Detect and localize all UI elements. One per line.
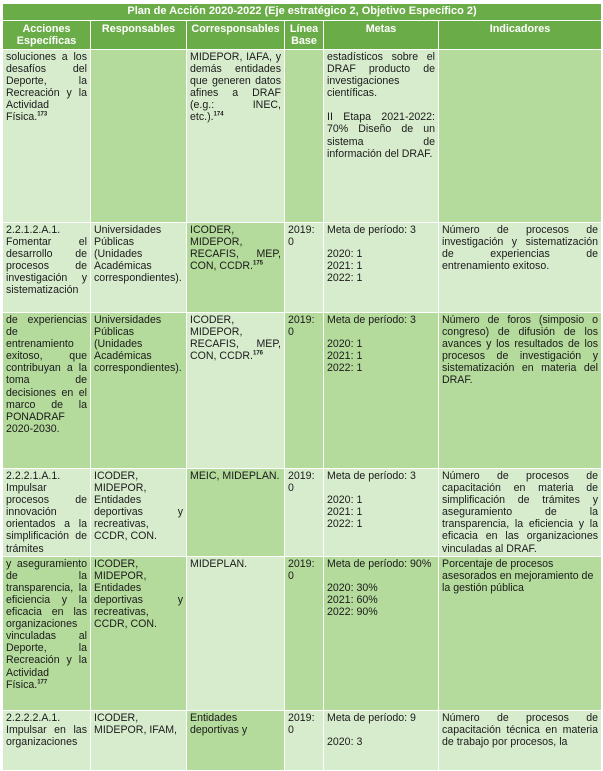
cell-responsables: Universidades Públicas (Unidades Académicas correspondientes).: [91, 223, 187, 313]
cell-metas: [324, 469, 439, 557]
header-linea-base: Línea Base: [285, 21, 324, 50]
cell-linea-base: 2019: 0: [285, 469, 324, 557]
cell-metas: [324, 313, 439, 469]
cell-linea-base: [285, 50, 324, 223]
metas-top: estadísticos sobre el DRAF producto de investigaciones científicas.: [327, 51, 435, 100]
metas-year: 2021: 1: [327, 260, 363, 273]
table-row: [3, 556, 602, 710]
cell-indicadores: [439, 50, 602, 223]
title-row: [3, 4, 602, 21]
cell-corresponsables: [187, 223, 285, 313]
metas-year: 2020: 30%: [327, 581, 378, 594]
cell-accion: [3, 556, 91, 710]
cell-responsables: [91, 50, 187, 223]
table-row: [3, 223, 602, 313]
cell-accion: 2.2.2.2.A.1. Impulsar en las organizaciones: [3, 710, 91, 770]
metas-year: 2022: 1: [327, 362, 363, 375]
indicadores-text: Número de foros (simposio o congreso) de difusión de los avances y los resultados de los procesos de investigación y sistematización en materia del DRAF.: [442, 314, 599, 387]
cell-responsables: Universidades Públicas (Unidades Académicas correspondientes).: [91, 313, 187, 469]
indicadores-text: Número de procesos de capacitación en materia de simplificación de trámites y aseguramiento de la transparencia, la eficiencia y la eficacia en las organizaciones vinculadas al DRAF.: [442, 470, 599, 555]
metas-bottom: II Etapa 2021-2022: 70% Diseño de un sistema de información del DRAF.: [327, 111, 435, 160]
indicadores-text: Número de procesos de capacitación técnica en materia de trabajo por procesos, la: [442, 711, 599, 748]
table-row: [3, 710, 602, 770]
cell-indicadores: [439, 313, 602, 469]
action-plan-page: [2, 3, 601, 771]
table-row: [3, 50, 602, 223]
cell-indicadores: [439, 469, 602, 557]
cell-indicadores: [439, 710, 602, 770]
cell-accion: 2.2.1.2.A.1. Fomentar el desarrollo de procesos de investigación y sistematización: [3, 223, 91, 313]
cell-linea-base: 2019: 0: [285, 223, 324, 313]
metas-year: 2021: 60%: [327, 593, 378, 606]
cell-linea-base: 2019: 0: [285, 556, 324, 710]
metas-head: Meta de período: 3: [327, 224, 416, 236]
corresponsables-text: MIDEPOR, IAFA, y demás entidades que generen datos afines a DRAF (e.g.: INEC, etc.).: [190, 51, 281, 124]
cell-accion: [3, 50, 91, 223]
header-corresponsables: Corresponsables: [187, 21, 285, 50]
header-metas: Metas: [324, 21, 439, 50]
accion-text: y aseguramiento de la transparencia, la eficiencia y la eficacia en las organizaciones vinculadas al Deporte, la Recreación y la Actividad Física.: [6, 557, 87, 691]
cell-corresponsables: [187, 50, 285, 223]
metas-year: 2020: 1: [327, 494, 363, 507]
metas-head: Meta de período: 3: [327, 470, 416, 482]
cell-linea-base: 2019: 0: [285, 313, 324, 469]
action-plan-table: [2, 3, 602, 771]
cell-linea-base: 2019: 0: [285, 710, 324, 770]
corresponsables-text: ICODER, MIDEPOR, RECAFIS, MEP, CON, CCDR.: [190, 224, 281, 273]
footnote-ref: 177: [37, 679, 48, 686]
accion-text: soluciones a los desafíos del Deporte, la Recreación y la Actividad Física.: [6, 51, 87, 124]
metas-year: 2021: 1: [327, 350, 363, 363]
cell-corresponsables: MEIC, MIDEPLAN.: [187, 469, 285, 557]
footnote-ref: 176: [252, 350, 263, 357]
metas-head: Meta de período: 90%: [327, 557, 432, 570]
cell-metas: [324, 223, 439, 313]
cell-metas: [324, 710, 439, 770]
table-row: [3, 469, 602, 557]
cell-responsables: ICODER, MIDEPOR, IFAM,: [91, 710, 187, 770]
header-row: [3, 21, 602, 50]
metas-year: 2020: 1: [327, 338, 363, 351]
table-row: [3, 313, 602, 469]
cell-indicadores: Porcentaje de procesos asesorados en mejoramiento de la gestión pública: [439, 556, 602, 710]
header-acciones: Acciones Específicas: [3, 21, 91, 50]
corresponsables-text: ICODER, MIDEPOR, RECAFIS, MEP, CON, CCDR.: [190, 314, 281, 363]
footnote-ref: 175: [252, 260, 263, 267]
cell-corresponsables: [187, 313, 285, 469]
metas-year: 2022: 90%: [327, 605, 378, 618]
table-title: Plan de Acción 2020-2022 (Eje estratégico 2, Objetivo Específico 2): [3, 4, 602, 21]
metas-year: 2020: 3: [327, 735, 363, 748]
cell-indicadores: [439, 223, 602, 313]
metas-head: Meta de período: 3: [327, 314, 416, 326]
indicadores-text: Número de procesos de investigación y sistematización de experiencias de entrenamiento exitoso.: [442, 224, 599, 273]
metas-year: 2020: 1: [327, 248, 363, 261]
cell-accion: 2.2.2.1.A.1. Impulsar procesos de innovación orientados a la simplificación de trámites: [3, 469, 91, 557]
metas-year: 2021: 1: [327, 506, 363, 519]
cell-accion: de experiencias de entrenamiento exitoso, que contribuyan a la toma de decisiones en el marco de la PONADRAF 2020-2030.: [3, 313, 91, 469]
footnote-ref: 173: [37, 111, 48, 118]
cell-responsables: ICODER, MIDEPOR, Entidades deportivas y recreativas, CCDR, CON.: [91, 469, 187, 557]
cell-metas: [324, 50, 439, 223]
metas-year: 2022: 1: [327, 518, 363, 531]
header-indicadores: Indicadores: [439, 21, 602, 50]
metas-head: Meta de período: 9: [327, 711, 416, 724]
metas-year: 2022: 1: [327, 272, 363, 285]
cell-corresponsables: MIDEPLAN.: [187, 556, 285, 710]
footnote-ref: 174: [213, 111, 224, 118]
header-responsables: Responsables: [91, 21, 187, 50]
cell-responsables: ICODER, MIDEPOR, Entidades deportivas y recreativas, CCDR, CON.: [91, 556, 187, 710]
cell-corresponsables: Entidades deportivas y: [187, 710, 285, 770]
cell-metas: [324, 556, 439, 710]
